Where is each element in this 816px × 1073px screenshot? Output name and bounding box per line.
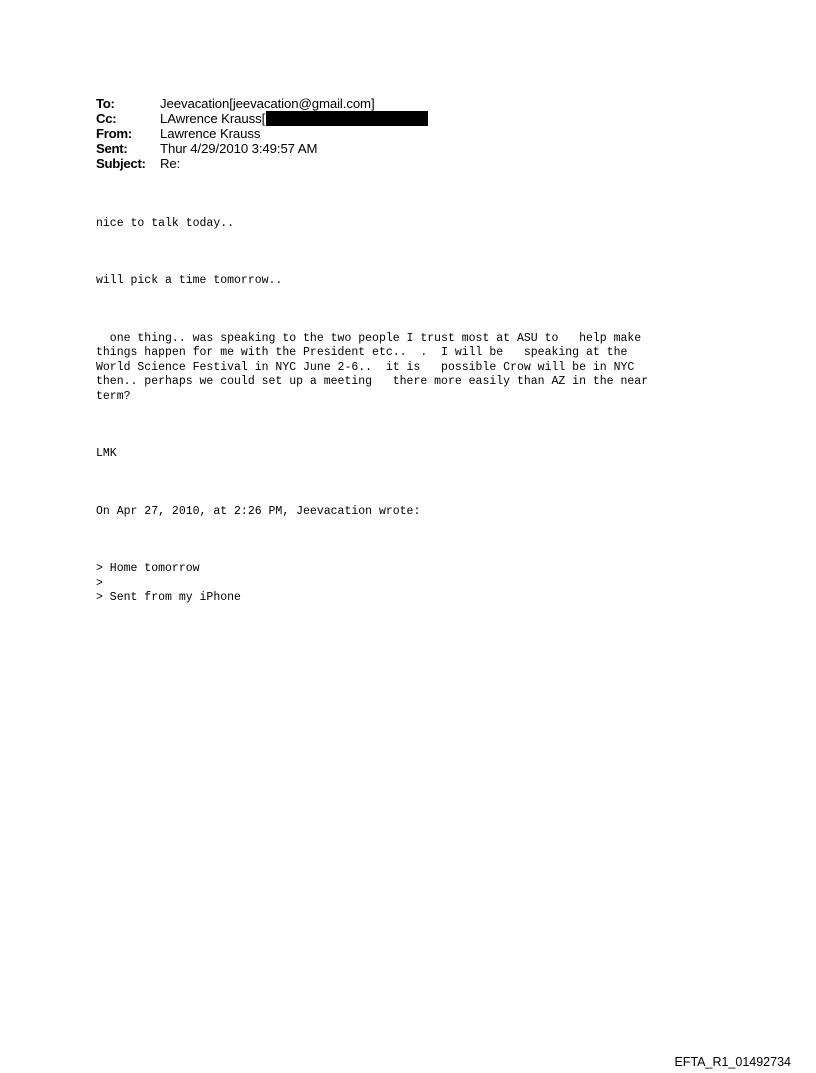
body-line-greeting: nice to talk today.. <box>96 216 235 230</box>
body-paragraph-main <box>96 332 648 404</box>
cc-row <box>96 111 428 126</box>
to-label: To: <box>96 96 115 111</box>
email-body <box>96 188 648 635</box>
cc-label: Cc: <box>96 111 117 126</box>
quote-intro: On Apr 27, 2010, at 2:26 PM, Jeevacation wrote: <box>96 504 421 518</box>
sent-label: Sent: <box>96 141 128 156</box>
body-signoff: LMK <box>96 447 117 461</box>
redaction-bar <box>266 111 428 126</box>
subject-label: Subject: <box>96 156 146 171</box>
subject-row <box>96 156 428 171</box>
to-row <box>96 96 428 111</box>
from-value: Lawrence Krauss <box>160 126 261 141</box>
body-paragraph-line: World Science Festival in NYC June 2-6.. it is possible Crow will be in NYC <box>96 360 635 374</box>
from-row <box>96 126 428 141</box>
cc-value: LAwrence Krauss[ <box>160 111 266 126</box>
quote-line: > Sent from my iPhone <box>96 591 241 605</box>
sent-value: Thur 4/29/2010 3:49:57 AM <box>160 141 318 156</box>
body-line-schedule: will pick a time tomorrow.. <box>96 274 283 288</box>
quote-line: > <box>96 576 103 590</box>
email-header <box>96 96 428 171</box>
subject-value: Re: <box>160 156 181 171</box>
sent-row <box>96 141 428 156</box>
quote-line: > Home tomorrow <box>96 562 200 576</box>
body-paragraph-line: one thing.. was speaking to the two people I trust most at ASU to help make <box>96 332 642 346</box>
body-paragraph-line: term? <box>96 389 131 403</box>
document-id: EFTA_R1_01492734 <box>674 1055 791 1069</box>
quoted-message <box>96 562 648 605</box>
to-value: Jeevacation[jeevacation@gmail.com] <box>160 96 375 111</box>
from-label: From: <box>96 126 132 141</box>
body-paragraph-line: then.. perhaps we could set up a meeting there more easily than AZ in the near <box>96 375 649 389</box>
body-paragraph-line: things happen for me with the President etc.. . I will be speaking at the <box>96 346 628 360</box>
